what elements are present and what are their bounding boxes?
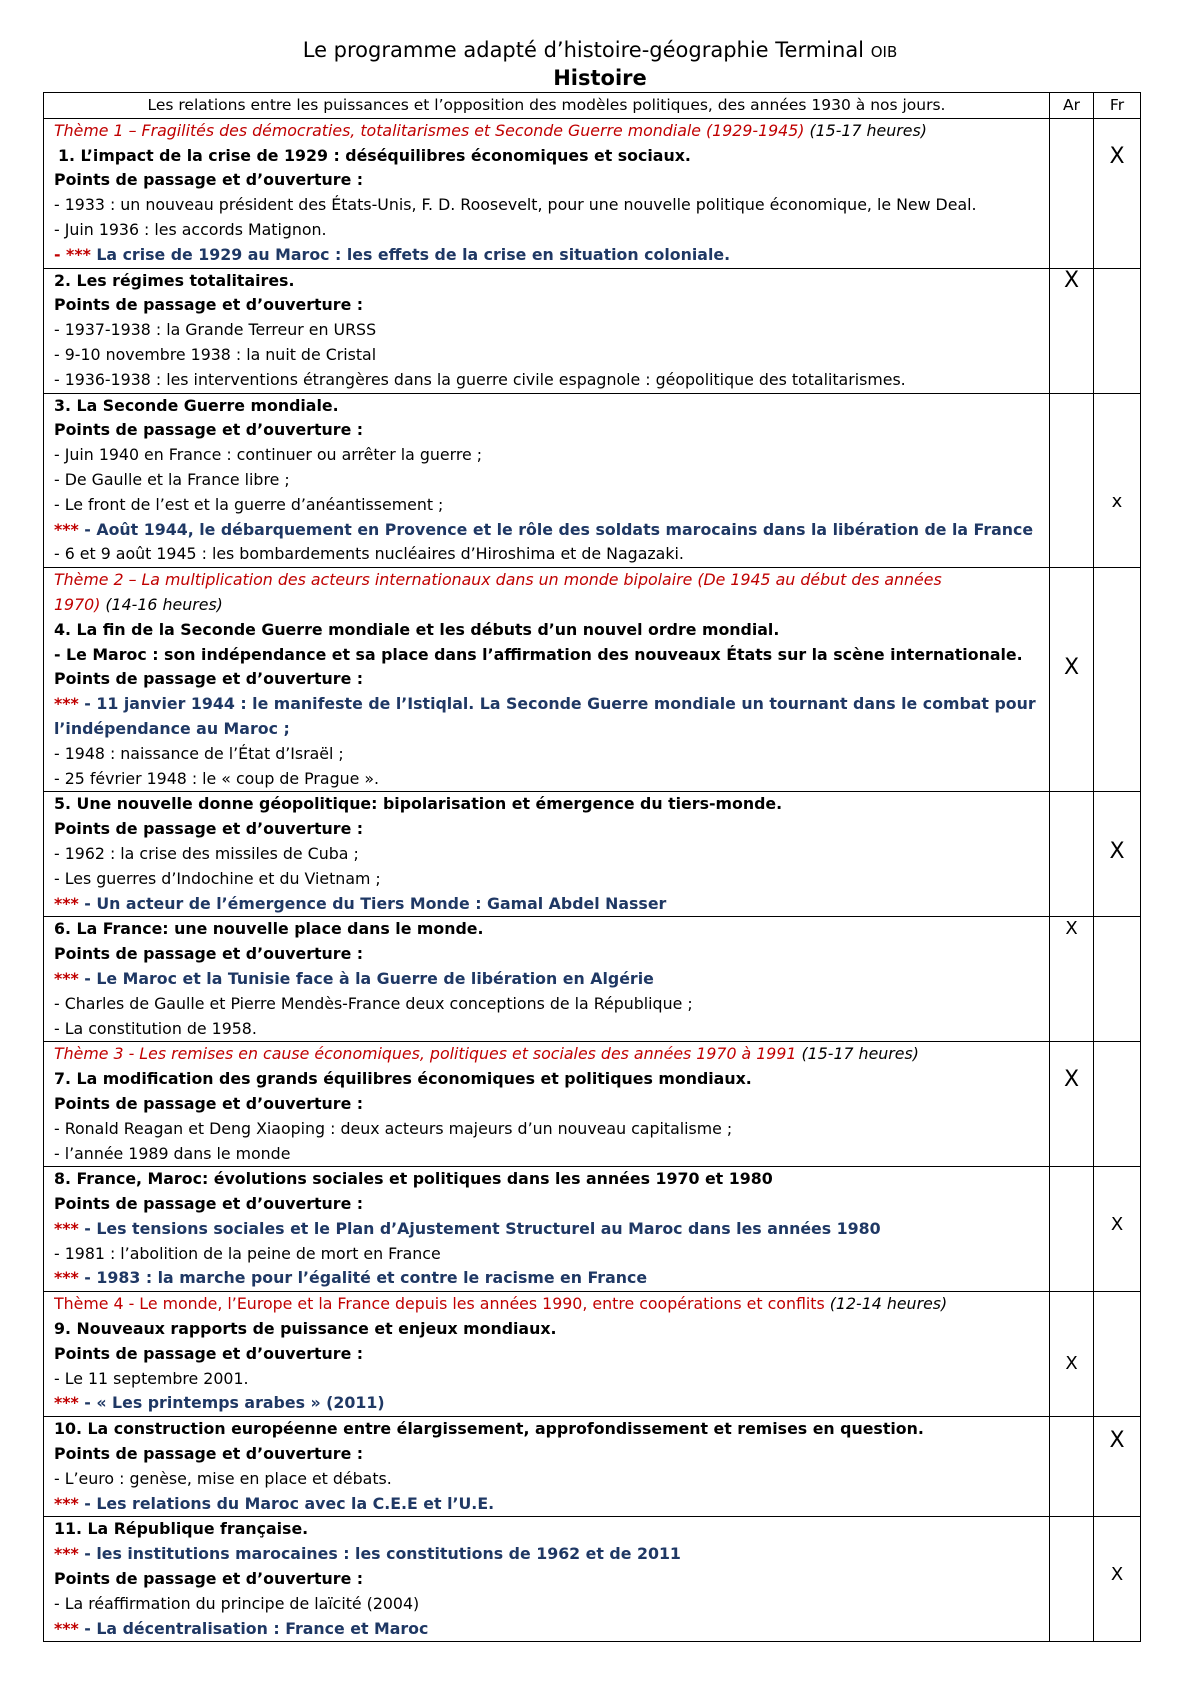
- table-row: [44, 1167, 1141, 1292]
- fr-mark: [1094, 268, 1141, 393]
- points-de-passage-label: Points de passage et d’ouverture :: [54, 1343, 364, 1363]
- table-row: [44, 1042, 1141, 1167]
- row-content: [44, 1417, 1050, 1517]
- table-row: [44, 118, 1141, 268]
- list-item: - Le front de l’est et la guerre d’anéantissement ;: [54, 494, 444, 514]
- table-row: [44, 393, 1141, 568]
- fr-mark: [1094, 1042, 1141, 1167]
- list-item: - l’année 1989 dans le monde: [54, 1143, 291, 1163]
- ar-mark: [1050, 1167, 1094, 1292]
- ar-mark: X: [1050, 568, 1094, 792]
- list-item: *** - « Les printemps arabes » (2011): [54, 1393, 385, 1413]
- ar-mark: [1050, 1517, 1094, 1642]
- ar-mark: [1050, 118, 1094, 268]
- list-item: - 1933 : un nouveau président des États-Unis, F. D. Roosevelt, pour une nouvelle politique économique, le New Deal.: [54, 195, 977, 215]
- points-de-passage-label: Points de passage et d’ouverture :: [54, 819, 364, 839]
- list-item: - 1937-1938 : la Grande Terreur en URSS: [54, 320, 377, 340]
- points-de-passage-label: Points de passage et d’ouverture :: [54, 1194, 364, 1214]
- list-item: - 9-10 novembre 1938 : la nuit de Cristal: [54, 344, 377, 364]
- fr-mark: [1094, 917, 1141, 1042]
- list-item: - *** La crise de 1929 au Maroc : les effets de la crise en situation coloniale.: [54, 244, 731, 264]
- table-row: [44, 917, 1141, 1042]
- list-item: - Charles de Gaulle et Pierre Mendès-France deux conceptions de la République ;: [54, 993, 693, 1013]
- table-header-row: [44, 93, 1141, 119]
- chapter-heading: 2. Les régimes totalitaires.: [54, 270, 295, 290]
- list-item: - Ronald Reagan et Deng Xiaoping : deux acteurs majeurs d’un nouveau capitalisme ;: [54, 1118, 733, 1138]
- list-item: - Juin 1940 en France : continuer ou arrêter la guerre ;: [54, 445, 483, 465]
- list-item: *** - Les relations du Maroc avec la C.E.E et l’U.E.: [54, 1493, 495, 1513]
- table-row: [44, 792, 1141, 917]
- ar-mark: X: [1050, 1292, 1094, 1417]
- row-content: [44, 268, 1050, 393]
- points-de-passage-label: Points de passage et d’ouverture :: [54, 1444, 364, 1464]
- points-de-passage-label: Points de passage et d’ouverture :: [54, 1569, 364, 1589]
- fr-mark: X: [1094, 1167, 1141, 1292]
- fr-mark: X: [1094, 118, 1141, 268]
- table-row: [44, 568, 1141, 792]
- fr-mark: X: [1094, 1417, 1141, 1517]
- theme-title: Thème 3 - Les remises en cause économiques, politiques et sociales des années 1970 à 1991 (15-17 heures): [54, 1044, 919, 1064]
- points-de-passage-label: Points de passage et d’ouverture :: [54, 1093, 364, 1113]
- points-de-passage-label: Points de passage et d’ouverture :: [54, 944, 364, 964]
- header-fr: Fr: [1094, 93, 1141, 119]
- list-item: - 1948 : naissance de l’État d’Israël ;: [54, 743, 344, 763]
- chapter-heading: 5. Une nouvelle donne géopolitique: bipolarisation et émergence du tiers-monde.: [54, 794, 783, 814]
- chapter-heading: 6. La France: une nouvelle place dans le monde.: [54, 919, 484, 939]
- list-item: *** - Les tensions sociales et le Plan d’Ajustement Structurel au Maroc dans les années 1980: [54, 1218, 881, 1238]
- list-item: - L’euro : genèse, mise en place et débats.: [54, 1468, 392, 1488]
- list-item: - 1962 : la crise des missiles de Cuba ;: [54, 843, 359, 863]
- table-row: [44, 1292, 1141, 1417]
- chapter-heading: 3. La Seconde Guerre mondiale.: [54, 395, 339, 415]
- chapter-heading: 7. La modification des grands équilibres économiques et politiques mondiaux.: [54, 1069, 752, 1089]
- list-item: - Les guerres d’Indochine et du Vietnam ;: [54, 868, 381, 888]
- table-row: [44, 268, 1141, 393]
- points-de-passage-label: Points de passage et d’ouverture :: [54, 170, 364, 190]
- list-item: - 1981 : l’abolition de la peine de mort en France: [54, 1243, 441, 1263]
- points-de-passage-label: Points de passage et d’ouverture :: [54, 295, 364, 315]
- theme-title: Thème 1 – Fragilités des démocraties, totalitarismes et Seconde Guerre mondiale (1929-1945) (15-17 heures): [54, 120, 927, 140]
- fr-mark: x: [1094, 393, 1141, 568]
- row-content: [44, 393, 1050, 568]
- document-title-suffix: OIB: [870, 43, 898, 61]
- row-content: [44, 568, 1050, 792]
- document-title: [0, 38, 1200, 62]
- row-content: [44, 1517, 1050, 1642]
- fr-mark: X: [1094, 1517, 1141, 1642]
- points-de-passage-label: Points de passage et d’ouverture :: [54, 669, 364, 689]
- chapter-heading: 11. La République française.: [54, 1519, 309, 1539]
- chapter-heading: 1. L’impact de la crise de 1929 : déséquilibres économiques et sociaux.: [58, 145, 691, 165]
- fr-mark: [1094, 1292, 1141, 1417]
- list-item: - 25 février 1948 : le « coup de Prague ».: [54, 768, 380, 788]
- ar-mark: X: [1050, 268, 1094, 393]
- list-item: - La réaffirmation du principe de laïcité (2004): [54, 1593, 420, 1613]
- list-item-cont: l’indépendance au Maroc ;: [54, 718, 290, 738]
- ar-mark: X: [1050, 917, 1094, 1042]
- list-item: - 6 et 9 août 1945 : les bombardements nucléaires d’Hiroshima et de Nagazaki.: [54, 544, 684, 564]
- row-content: [44, 118, 1050, 268]
- header-ar: Ar: [1050, 93, 1094, 119]
- fr-mark: [1094, 568, 1141, 792]
- list-item: *** - les institutions marocaines : les constitutions de 1962 et de 2011: [54, 1544, 681, 1564]
- row-content: [44, 1292, 1050, 1417]
- theme-title: Thème 4 - Le monde, l’Europe et la France depuis les années 1990, entre coopérations et conflits (12-14 heures): [54, 1294, 948, 1314]
- row-content: [44, 1042, 1050, 1167]
- list-item: - De Gaulle et la France libre ;: [54, 469, 290, 489]
- theme-title: Thème 2 – La multiplication des acteurs internationaux dans un monde bipolaire (De 1945 au début des années: [54, 570, 942, 590]
- fr-mark: X: [1094, 792, 1141, 917]
- list-item: *** - 1983 : la marche pour l’égalité et contre le racisme en France: [54, 1268, 648, 1288]
- document-subtitle: Histoire: [553, 66, 647, 90]
- theme-title-cont: 1970) (14-16 heures): [54, 594, 223, 614]
- row-content: [44, 792, 1050, 917]
- list-item: *** - Un acteur de l’émergence du Tiers Monde : Gamal Abdel Nasser: [54, 893, 667, 913]
- chapter-heading: 8. France, Maroc: évolutions sociales et politiques dans les années 1970 et 1980: [54, 1169, 773, 1189]
- chapter-heading: 9. Nouveaux rapports de puissance et enjeux mondiaux.: [54, 1319, 557, 1339]
- list-item: - Le 11 septembre 2001.: [54, 1368, 249, 1388]
- table-row: [44, 1517, 1141, 1642]
- list-item: - 1936-1938 : les interventions étrangères dans la guerre civile espagnole : géopolitique des totalitarismes.: [54, 369, 906, 389]
- chapter-subheading: - Le Maroc : son indépendance et sa place dans l’affirmation des nouveaux États sur la scène internationale.: [54, 644, 1023, 664]
- header-subject: Les relations entre les puissances et l’opposition des modèles politiques, des années 1930 à nos jours.: [44, 93, 1050, 119]
- list-item: *** - Le Maroc et la Tunisie face à la Guerre de libération en Algérie: [54, 968, 654, 988]
- chapter-heading: 10. La construction européenne entre élargissement, approfondissement et remises en question.: [54, 1419, 924, 1439]
- table-row: [44, 1417, 1141, 1517]
- list-item: - Juin 1936 : les accords Matignon.: [54, 219, 327, 239]
- ar-mark: [1050, 1417, 1094, 1517]
- list-item: *** - La décentralisation : France et Maroc: [54, 1618, 429, 1638]
- points-de-passage-label: Points de passage et d’ouverture :: [54, 420, 364, 440]
- ar-mark: [1050, 792, 1094, 917]
- document-title-main: Le programme adapté d’histoire-géographie Terminal: [302, 38, 865, 62]
- ar-mark: X: [1050, 1042, 1094, 1167]
- row-content: [44, 917, 1050, 1042]
- list-item: *** - 11 janvier 1944 : le manifeste de l’Istiqlal. La Seconde Guerre mondiale un tournant dans le combat pour: [54, 694, 1036, 714]
- ar-mark: [1050, 393, 1094, 568]
- program-table: [43, 92, 1141, 1642]
- row-content: [44, 1167, 1050, 1292]
- list-item: - La constitution de 1958.: [54, 1018, 257, 1038]
- list-item: *** - Août 1944, le débarquement en Provence et le rôle des soldats marocains dans la libération de la France: [54, 519, 1034, 539]
- chapter-heading: 4. La fin de la Seconde Guerre mondiale et les débuts d’un nouvel ordre mondial.: [54, 619, 780, 639]
